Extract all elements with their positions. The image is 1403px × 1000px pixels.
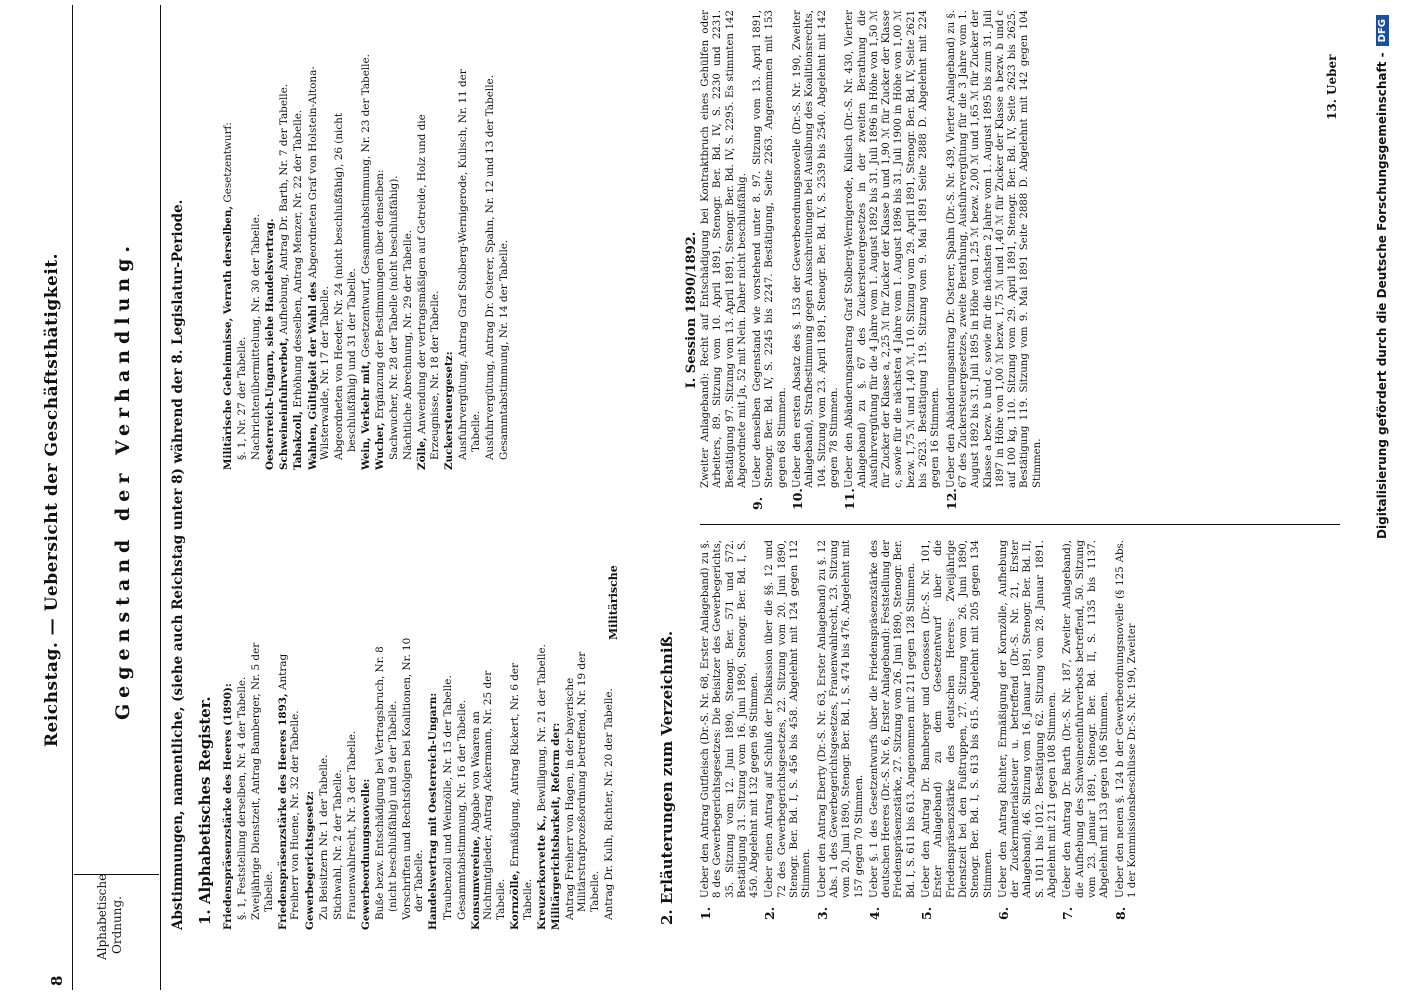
entry-text: Ueber den Antrag Dr. Bamberger und Genossen (Dr.-S. Nr. 101, Erster Anlageband) zu dem Gesetzentwurf über die Friedenspräsenzstärke des deutschen Heeres: Zweijährige Dienstzeit bei den Fußtruppen, 27. Sitzung vom 26. Juni 1890, Stenogr. Ber. Bd. I, S. 613 bis 615. Abgelehnt mit 205 gegen 134 Stimmen. — [921, 540, 994, 898]
register-entry — [470, 630, 508, 930]
register-entry — [333, 50, 358, 470]
register-entry — [603, 630, 616, 930]
register-text: Buße bezw. Entschädigung bei Vertragsbruch, Nr. 8 (nicht beschlußfähig) und 9 der Tabelle. — [374, 646, 399, 920]
register-text: Zweijährige Dienstzeit, Antrag Bamberger, Nr. 5 der Tabelle. — [250, 642, 275, 920]
section1-title: 1. Alphabetisches Register. — [196, 696, 214, 925]
entry-text: Ueber den Antrag Eberty (Dr.-S. Nr. 63, Erster Anlageband) zu §. 12 Abs. 1 des Gewerbegerichtsgesetzes, Frauenwahlrecht, 23. Sitzung vom 20. Juni 1890, Stenogr. Ber. Bd. I, S. 474 bis 476. Abgelehnt mit 157 gegen 70 Stimmen. — [816, 540, 865, 898]
column-divider — [74, 874, 159, 875]
register-entry — [427, 630, 440, 930]
entry-number: 2. — [762, 906, 778, 920]
register-entry — [222, 50, 235, 470]
entry-text: Ueber den Abänderungsantrag Dr. Osterer, Spahn (Dr.-S. Nr. 439, Vierter Anlageband) zu §. 67 des Zuckersteuergesetzes, zweite Berathung, Ausfuhrvergütung für die 3 Jahre vom 1. August 1892 bis 31. Juli 1895 in Höhe von 1,25 ℳ bezw. 2,00 ℳ und 1,65 ℳ für Zucker der Klasse a bezw. b und c, sowie für die nächsten 2 Jahre vom 1. August 1895 bis zum 31. Juli 1897 in Höhe von 1,00 ℳ bezw. 1,75 ℳ und 1,40 ℳ für Zucker der Klasse a bezw. b und c auf 100 kg, 110. Sitzung vom 29. April 1891, Stenogr. Ber. Bd. IV, Seite 2623 bis 2625. Bestätigung 119. Sitzung vom 9. Mai 1891 Seite 2888 D. Abgelehnt mit 142 gegen 104 Stimmen. — [945, 10, 1043, 488]
register-entry — [401, 630, 426, 930]
entry-text: Ueber §. 1 des Gesetzentwurfs über die Friedenspräsenzstärke des deutschen Heeres (Dr.-S. Nr. 6, Erster Anlageband): Feststellung der Friedenspräsenzstärke, 27. Sitzung vom 26. Juni 1890, Stenogr. Ber. Bd. I, S. 611 bis 613. Angenommen mit 211 gegen 128 Stimmen. — [868, 540, 917, 898]
page-title: Reichstag. — Uebersicht der Geschäftsthätigkeit. — [42, 252, 62, 748]
register-column-1 — [222, 630, 617, 930]
entry-text: Ueber den Antrag Richter, Ermäßigung der Kornzölle, Aufhebung der Zuckermaterialsteuer u. betreffend (Dr.-S. Nr. 21, Erster Anlageband), 46. Sitzung vom 16. Januar 1891, Stenogr. Ber. Bd. II, S. 1011 bis 1012. Bestätigung 62. Sitzung vom 28. Januar 1891. Abgelehnt mit 211 gegen 108 Stimmen. — [997, 540, 1059, 898]
column-catchword: Militärische — [607, 565, 620, 640]
page-number: 8 — [48, 975, 66, 986]
register-text: Antrag Freiherr von Huene, Nr. 32 der Tabelle. — [276, 653, 302, 920]
entry-text: Ueber einen Antrag auf Schluß der Diskussion über die §§. 12 und 72 des Gewerbegerichtsgesetzes, 22. Sitzung vom 20. Juni 1890, Stenogr. Ber. Bd. I, S. 456 bis 458. Abgelehnt mit 124 gegen 112 Stimmen. — [764, 540, 813, 898]
session-heading: I. Session 1890/1892. — [684, 231, 699, 389]
register-keyword: Tabakzoll, — [292, 410, 305, 470]
register-entry — [416, 50, 441, 470]
register-keyword: Gewerbegerichtsgesetz: — [303, 790, 316, 930]
register-keyword: Militärische Geheimnisse, Verrath derselben, — [222, 205, 234, 470]
dfg-credit-text: Digitalisierung gefördert durch die Deutsche Forschungsgemeinschaft - — [1375, 52, 1389, 539]
entry-number: 8. — [1112, 906, 1128, 920]
register-keyword: Wein, Verkehr mit, — [359, 360, 372, 470]
register-entry — [264, 50, 277, 470]
entry-number: 3. — [814, 906, 830, 920]
register-text: Ausfuhrvergütung, Antrag Graf Stolberg-Wernigerode, Kulisch, Nr. 11 der Tabelle. — [457, 69, 482, 460]
register-text: Sachwucher, Nr. 28 der Tabelle (nicht beschlußfähig). — [388, 175, 401, 460]
register-keyword: Zuckersteuergesetz: — [443, 351, 455, 470]
explanation-entry — [700, 540, 761, 920]
column-catchword-2: 13. Ueber — [1325, 54, 1339, 120]
explanation-entry — [844, 10, 942, 510]
register-entry — [318, 630, 331, 930]
register-entry — [236, 50, 249, 470]
intro-heading: Abstimmungen, namentliche, (siehe auch Reichstag unter 8) während der 8. Legislatur-Periode. — [170, 199, 186, 930]
entry-number: 9. — [750, 496, 766, 510]
register-entry — [498, 50, 511, 470]
register-entry — [402, 50, 415, 470]
register-keyword: Kreuzerkorvette K., — [535, 814, 548, 930]
register-text: Ermäßigung, Antrag Rickert, Nr. 6 der Tabelle. — [508, 662, 534, 920]
register-entry — [250, 50, 263, 470]
explanation-entry — [995, 540, 1059, 920]
column-head-subject: Gegenstand der Verhandlung. — [112, 239, 134, 721]
register-entry — [222, 630, 235, 930]
register-text: Bewilligung, Nr. 21 der Tabelle. — [535, 644, 548, 815]
register-keyword: Friedenspräsenzstärke des Heeres 1893, — [276, 693, 289, 930]
register-text: Gesetzentwurf, Gesammtabstimmung, Nr. 23 der Tabelle. — [359, 54, 372, 361]
entry-text: Zweiter Anlageband): Recht auf Entschädigung bei Kontraktbruch eines Gehülfen oder Arbeiters, 89. Sitzung vom 10. April 1891, Stenogr. Ber. Bd. IV, S. 2230 und 2231. Bestätigung 97. Sitzung vom 13. April 1891, Stenogr. Ber. Bd. IV, S. 2295. Es stimmten 142 Abgeordnete mit Ja, 52 mit Nein. Daher nicht beschlußfähig. — [700, 10, 748, 488]
column-head-order: Alphabetische Ordnung. — [95, 873, 124, 960]
entry-text: Ueber den Antrag Dr. Barth (Dr.-S. Nr. 187, Zweiter Anlageband), die Aufhebung des Schweineeinfuhrverbots betreffend, 50. Sitzung vom 23. Januar 1891, Stenogr. Ber. Bd. II, S. 1135 bis 1137. Abgelehnt mit 133 gegen 106 Stimmen. — [1062, 540, 1111, 898]
register-text: Ausfuhrvergütung, Antrag Dr. Osterer, Spahn, Nr. 12 und 13 der Tabelle. — [483, 75, 496, 460]
register-entry — [277, 630, 302, 930]
register-keyword: Kornzölle, — [508, 870, 521, 930]
register-entry — [292, 50, 305, 470]
register-text: Abgeordneten Graf von Holstein-Altona-Wilsterwalde, Nr. 17 der Tabelle. — [306, 66, 332, 460]
entry-number: 10. — [790, 488, 806, 510]
register-text: Antrag Freiherr von Hagen, in der bayerische Militärstrafprozeßordnung betreffend, Nr. 19 der Tabelle. — [563, 651, 602, 920]
register-text: Nachrichtenübermittelung, Nr. 30 der Tabelle. — [250, 213, 263, 460]
explanation-entry — [700, 10, 749, 510]
entry-number: 4. — [866, 906, 882, 920]
register-text: Gesetzentwurf: — [222, 122, 234, 206]
register-entry — [388, 50, 401, 470]
register-keyword: Handelsvertrag mit Oesterreich-Ungarn: — [427, 692, 440, 930]
explanation-entry — [1062, 540, 1111, 920]
header-rule — [72, 5, 73, 990]
register-entry — [304, 630, 317, 930]
register-keyword: Wahlen, Gültigkeit der Wahl des — [306, 281, 319, 470]
register-entry — [456, 630, 469, 930]
register-text: Frauenwahlrecht, Nr. 3 der Tabelle. — [345, 730, 358, 920]
register-entry — [346, 630, 359, 930]
register-entry — [374, 50, 387, 470]
register-keyword: Wucher, — [374, 422, 387, 470]
table-head-rule — [160, 5, 161, 990]
entry-number: 6. — [995, 906, 1011, 920]
explanation-entry — [814, 540, 866, 920]
register-keyword: Konsumvereine, — [469, 835, 482, 930]
dfg-credit — [1375, 15, 1389, 975]
register-text: Traubenzoll und Weinzölle, Nr. 15 der Tabelle. — [441, 675, 454, 920]
register-entry — [550, 630, 563, 930]
register-text: Zu Beisitzern Nr. 1 der Tabelle. — [317, 754, 330, 920]
register-keyword: Gewerbeordnungsnovelle: — [359, 778, 372, 930]
explanation-entry — [764, 540, 813, 920]
entry-text: Ueber den neuen §. 124 b der Gewerbeordnungsnovelle (§ 125 Abs. 1 der Kommissionsbeschlüsse Dr.-S. Nr. 190, Zweiter — [1114, 540, 1138, 898]
register-entry — [307, 50, 332, 470]
explanation-entry — [921, 540, 995, 920]
register-text: §. 1, Feststellung derselben, Nr. 4 der Tabelle. — [236, 676, 249, 920]
register-keyword: Friedenspräsenzstärke des Heeres (1890): — [222, 683, 234, 930]
register-text: Ergänzung der Bestimmungen über denselben: — [374, 169, 387, 423]
register-entry — [484, 50, 497, 470]
register-text: Abgeordneten von Heeder, Nr. 24 (nicht beschlußfähig), 26 (nicht beschlußfähig) und 31 der Tabelle. — [333, 112, 358, 460]
register-entry — [360, 630, 373, 930]
register-text: Anwendung der vertragsmäßigen auf Getreide, Holz und die Erzeugnisse, Nr. 18 der Tabelle. — [416, 114, 441, 460]
register-text: Antrag Dr. Kulh, Richter, Nr. 20 der Tabelle. — [603, 688, 616, 920]
entry-text: Ueber den Abänderungsantrag Graf Stolberg-Wernigerode, Kulisch (Dr.-S. Nr. 430, Vierter Anlageband) zu §. 67 des Zuckersteuergesetzes in der zweiten Berathung die Ausfuhrvergütung für die 4 Jahre vom 1. August 1892 bis 31. Juli 1896 in Höhe von 1,50 ℳ für Zucker der Klasse a, 2,25 ℳ für Zucker der Klasse b und 1,90 ℳ für Zucker der Klasse c, sowie für die nächsten 4 Jahre vom 1. August 1896 bis 31. Juli 1900 in Höhe von 1,00 ℳ bezw. 1,75 ℳ und 1,40 ℳ, 110. Sitzung vom 29. April 1891, Stenogr. Ber. Bd. IV, Seite 2621 bis 2623. Bestätigung 119. Sitzung vom 9. Mai 1891 Seite 2888 D. Abgelehnt mit 224 gegen 16 Stimmen. — [844, 10, 942, 488]
register-keyword: Oesterreich-Ungarn, siehe Handelsvertrag. — [264, 218, 277, 470]
register-entry — [360, 50, 373, 470]
register-entry — [236, 630, 249, 930]
entry-text: Ueber denselben Gegenstand wie vorstehend unter 8. 97. Sitzung vom 13. April 1891, Stenogr. Ber. Bd. IV, S. 2245 bis 2247. Bestätigung, Seite 2263. Angenommen mit 153 gegen 68 Stimmen. — [752, 10, 788, 488]
register-column-2 — [222, 50, 512, 470]
register-text: Aufhebung, Antrag Dr. Barth, Nr. 7 der Tabelle. — [278, 83, 291, 338]
register-text: Gesammtabstimmung, Nr. 16 der Tabelle. — [455, 699, 468, 920]
register-keyword: Militärgerichtsbarkeit, Reform der: — [549, 722, 562, 930]
register-keyword: Schweineinfuhrverbot, — [278, 337, 291, 470]
entry-text: Ueber den Antrag Gutfleisch (Dr.-S. Nr. 68, Erster Anlageband) zu §. 8 des Gewerbegerichtsgesetzes: Die Beisitzer des Gewerbegerichts, 35. Sitzung vom 12. Juni 1890, Stenogr. Ber. 571 und 572. Bestätigung 31. Sitzung vom 16. Juni 1890, Stenogr. Ber. Bd. I, S. 450. Abgelehnt mit 132 gegen 96 Stimmen. — [700, 540, 761, 898]
register-entry — [250, 630, 275, 930]
explanation-entry — [752, 10, 789, 510]
entry-text: Ueber den ersten Absatz des §. 153 der Gewerbeordnungsnovelle (Dr.-S. Nr. 190, Zweiter Anlageband), Strafbestimmung gegen Ausschreitungen bei Ausübung des Koalitionsrechts, 104. Sitzung vom 23. April 1891, Stenogr. Ber. Bd. IV, S. 2539 bis 2540. Abgelehnt mit 142 gegen 78 Stimmen. — [792, 10, 840, 488]
register-entry — [442, 630, 455, 930]
register-entry — [443, 50, 456, 470]
dfg-logo: DFG — [1376, 15, 1389, 46]
entry-number: 7. — [1060, 906, 1076, 920]
register-entry — [564, 630, 602, 930]
entry-number: 1. — [698, 906, 713, 920]
entry-number: 12. — [943, 488, 959, 510]
register-entry — [509, 630, 534, 930]
register-text: Abgabe von Waaren an Nichtmitglieder, Antrag Ackermann, Nr. 25 der Tabelle. — [469, 670, 507, 920]
explanations-column-1 — [700, 540, 1142, 920]
explanation-entry — [1112, 540, 1140, 920]
register-entry — [374, 630, 399, 930]
register-text: Erhöhung desselben, Antrag Menzer, Nr. 22 der Tabelle. — [292, 109, 305, 411]
register-text: Stichwahl, Nr. 2 der Tabelle. — [331, 769, 344, 920]
explanation-entry — [792, 10, 841, 510]
explanation-entry — [943, 10, 1044, 510]
register-text: Gesammtabstimmung, Nr. 14 der Tabelle. — [497, 239, 510, 460]
column-divider-2 — [700, 524, 1340, 525]
entry-number: 5. — [919, 906, 935, 920]
explanations-column-2 — [700, 10, 1047, 510]
register-entry — [278, 50, 291, 470]
register-text: §. 1, Nr. 27 der Tabelle. — [236, 336, 249, 460]
register-text: Vorschriften und Rechtsfolgen bei Koalitionen, Nr. 10 der Tabelle. — [400, 637, 426, 920]
register-keyword: Zölle, — [416, 437, 429, 470]
register-text: Nächtliche Abrechnung, Nr. 29 der Tabelle. — [402, 229, 415, 460]
entry-number: 11. — [842, 488, 858, 510]
register-entry — [457, 50, 482, 470]
section2-title: 2. Erläuterungen zum Verzeichniß. — [658, 630, 676, 925]
explanation-entry — [866, 540, 918, 920]
register-entry — [536, 630, 549, 930]
register-entry — [332, 630, 345, 930]
